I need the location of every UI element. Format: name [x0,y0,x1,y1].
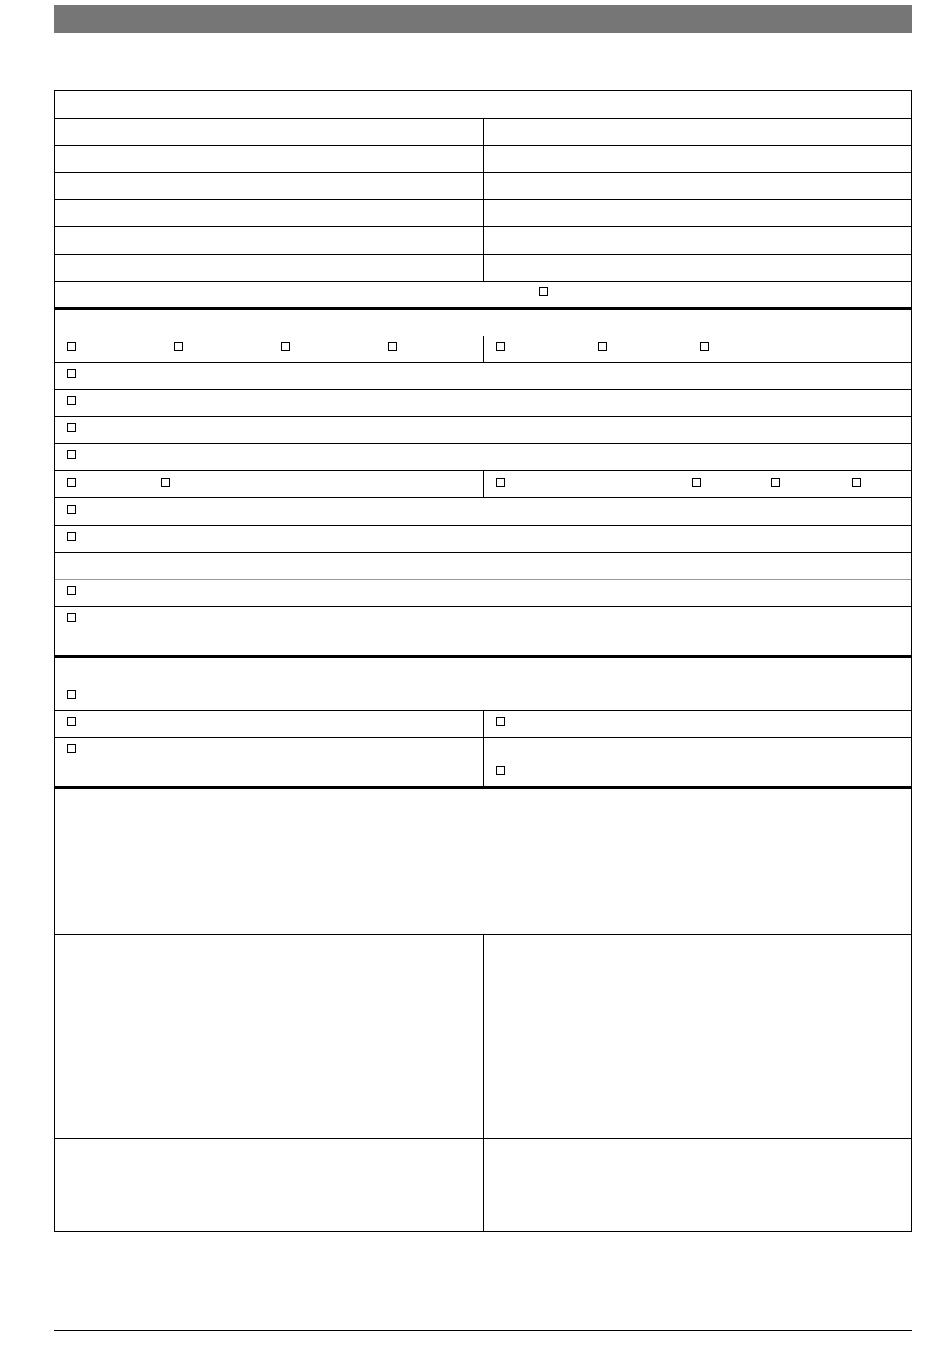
form-table [54,90,912,1232]
checkbox[interactable] [771,478,780,487]
row-divider [55,737,911,738]
checkbox[interactable] [67,396,76,405]
header-bar [54,5,912,33]
column-divider [483,336,484,362]
row-divider [55,443,911,444]
row-divider [55,579,911,580]
checkbox[interactable] [67,423,76,432]
checkbox[interactable] [67,744,76,753]
row-divider [55,362,911,363]
checkbox[interactable] [496,766,505,775]
row-divider [55,525,911,526]
checkbox[interactable] [161,478,170,487]
row-divider [55,552,911,553]
row-divider [55,497,911,498]
column-divider [483,118,484,281]
checkbox[interactable] [281,342,290,351]
section-divider [55,655,911,658]
checkbox[interactable] [67,450,76,459]
checkbox[interactable] [67,342,76,351]
checkbox[interactable] [539,287,548,296]
checkbox[interactable] [852,478,861,487]
checkbox[interactable] [496,478,505,487]
checkbox[interactable] [67,505,76,514]
checkbox[interactable] [598,342,607,351]
column-divider [483,934,484,1231]
checkbox[interactable] [67,690,76,699]
checkbox[interactable] [67,478,76,487]
footer-rule [54,1330,912,1331]
row-divider [55,1138,911,1139]
row-divider [55,389,911,390]
checkbox[interactable] [67,532,76,541]
checkbox[interactable] [67,613,76,622]
checkbox[interactable] [496,717,505,726]
checkbox[interactable] [67,717,76,726]
section-divider [55,307,911,310]
checkbox[interactable] [692,478,701,487]
column-divider [483,470,484,497]
checkbox[interactable] [496,342,505,351]
checkbox[interactable] [700,342,709,351]
section-divider [55,786,911,789]
column-divider [483,710,484,787]
checkbox[interactable] [174,342,183,351]
checkbox[interactable] [67,369,76,378]
row-divider [55,606,911,607]
row-divider [55,281,911,282]
row-divider [55,416,911,417]
checkbox[interactable] [388,342,397,351]
checkbox[interactable] [67,586,76,595]
